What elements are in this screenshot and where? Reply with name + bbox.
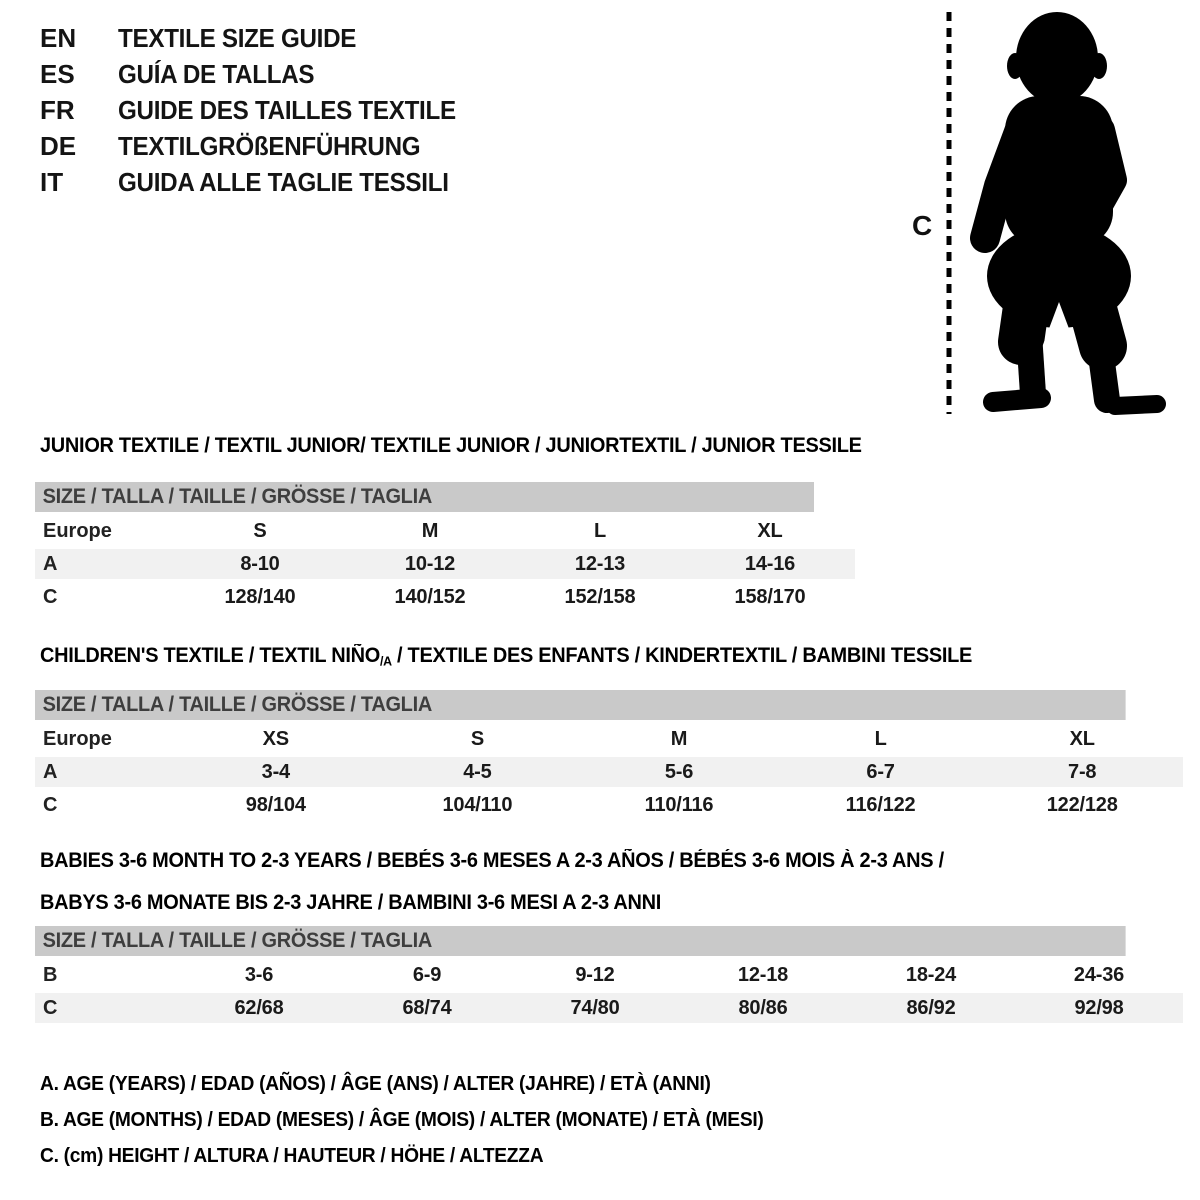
size-cell: XL <box>757 519 783 542</box>
size-bar: SIZE / TALLA / TAILLE / GRÖSSE / TAGLIA <box>35 926 1126 956</box>
row-label: A <box>43 760 58 783</box>
measurement-legend <box>40 1066 794 1174</box>
legend-height-cm: C. (cm) HEIGHT / ALTURA / HAUTEUR / HÖHE / ALTEZZA <box>40 1145 544 1167</box>
guide-title-de: TEXTILGRÖßENFÜHRUNG <box>118 130 421 161</box>
height-cell: 122/128 <box>1046 793 1118 816</box>
language-row-en <box>40 20 481 56</box>
table-row-months <box>35 960 1183 990</box>
table-row-europe <box>35 724 1183 754</box>
height-cell: 158/170 <box>734 585 806 608</box>
height-cell: 74/80 <box>570 996 620 1019</box>
size-bar: SIZE / TALLA / TAILLE / GRÖSSE / TAGLIA <box>35 690 1126 720</box>
babies-section-heading <box>40 843 944 921</box>
height-cell: 98/104 <box>245 793 306 816</box>
language-code: DE <box>40 130 77 161</box>
size-cell: S <box>470 727 484 750</box>
height-cell: 152/158 <box>564 585 636 608</box>
height-cell: 68/74 <box>402 996 452 1019</box>
junior-size-table <box>35 482 855 615</box>
table-row-height <box>35 582 855 612</box>
age-cell: 14-16 <box>744 552 796 575</box>
age-cell: 12-13 <box>574 552 626 575</box>
size-cell: L <box>593 519 607 542</box>
babies-size-table <box>35 926 1183 1026</box>
row-label: C <box>43 996 58 1019</box>
heading-text: CHILDREN'S TEXTILE / TEXTIL NIÑO <box>40 644 380 667</box>
guide-title-fr: GUIDE DES TAILLES TEXTILE <box>118 94 456 125</box>
months-cell: 3-6 <box>244 963 274 986</box>
height-cell: 62/68 <box>234 996 284 1019</box>
table-row-height <box>35 993 1183 1023</box>
heading-subscript: /A <box>379 653 392 669</box>
row-label: C <box>43 585 58 608</box>
months-cell: 6-9 <box>412 963 442 986</box>
language-code: IT <box>40 166 64 197</box>
language-title-list <box>40 20 481 200</box>
children-size-table <box>35 690 1183 823</box>
height-cell: 110/116 <box>644 793 714 816</box>
age-cell: 7-8 <box>1068 760 1097 783</box>
language-code: FR <box>40 94 75 125</box>
guide-title-en: TEXTILE SIZE GUIDE <box>118 22 357 53</box>
age-cell: 3-4 <box>261 760 290 783</box>
height-cell: 140/152 <box>394 585 466 608</box>
table-row-age <box>35 757 1183 787</box>
size-cell: XL <box>1069 727 1095 750</box>
language-row-es <box>40 56 481 92</box>
age-cell: 8-10 <box>240 552 280 575</box>
months-cell: 24-36 <box>1073 963 1125 986</box>
guide-title-es: GUÍA DE TALLAS <box>118 58 315 89</box>
height-cell: 116/122 <box>845 793 916 816</box>
children-section-heading <box>40 638 972 680</box>
heading-text-line2: BABYS 3-6 MONATE BIS 2-3 JAHRE / BAMBINI 3-6 MESI A 2-3 ANNI <box>40 890 662 914</box>
baby-silhouette <box>985 12 1157 406</box>
size-cell: L <box>874 727 887 750</box>
row-label: A <box>43 552 58 575</box>
guide-title-it: GUIDA ALLE TAGLIE TESSILI <box>118 166 449 197</box>
height-measure-label: C <box>912 210 933 241</box>
age-cell: 5-6 <box>664 760 694 783</box>
language-row-it <box>40 164 481 200</box>
legend-age-years: A. AGE (YEARS) / EDAD (AÑOS) / ÂGE (ANS) / ALTER (JAHRE) / ETÀ (ANNI) <box>40 1073 711 1095</box>
age-cell: 4-5 <box>463 760 492 783</box>
size-cell: M <box>421 519 439 542</box>
heading-text: / TEXTILE DES ENFANTS / KINDERTEXTIL / BAMBINI TESSILE <box>391 644 973 667</box>
row-label: C <box>43 793 58 816</box>
language-row-de <box>40 128 481 164</box>
size-cell: M <box>670 727 688 750</box>
height-cell: 86/92 <box>906 996 956 1019</box>
row-label: Europe <box>43 727 112 750</box>
heading-text: JUNIOR TEXTILE / TEXTIL JUNIOR/ TEXTILE JUNIOR / JUNIORTEXTIL / JUNIOR TESSILE <box>40 434 862 457</box>
baby-silhouette-figure <box>935 6 1185 420</box>
height-cell: 128/140 <box>224 585 296 608</box>
table-row-age <box>35 549 855 579</box>
heading-text: BABIES 3-6 MONTH TO 2-3 YEARS / BEBÉS 3-6 MESES A 2-3 AÑOS / BÉBÉS 3-6 MOIS À 2-3 ANS / <box>40 849 944 872</box>
height-cell: 92/98 <box>1074 996 1124 1019</box>
table-row-europe <box>35 516 855 546</box>
size-bar: SIZE / TALLA / TAILLE / GRÖSSE / TAGLIA <box>35 482 814 512</box>
row-label: B <box>43 963 58 986</box>
size-cell: S <box>253 519 267 542</box>
months-cell: 12-18 <box>737 963 789 986</box>
age-cell: 10-12 <box>404 552 456 575</box>
language-row-fr <box>40 92 481 128</box>
table-row-height <box>35 790 1183 820</box>
height-cell: 80/86 <box>738 996 788 1019</box>
row-label: Europe <box>43 519 112 542</box>
months-cell: 18-24 <box>905 963 957 986</box>
months-cell: 9-12 <box>575 963 615 986</box>
junior-section-heading <box>40 428 862 470</box>
language-code: EN <box>40 22 77 53</box>
size-cell: XS <box>262 727 289 750</box>
legend-age-months: B. AGE (MONTHS) / EDAD (MESES) / ÂGE (MOIS) / ALTER (MONATE) / ETÀ (MESI) <box>40 1109 764 1131</box>
height-cell: 104/110 <box>442 793 513 816</box>
age-cell: 6-7 <box>866 760 895 783</box>
language-code: ES <box>40 58 75 89</box>
